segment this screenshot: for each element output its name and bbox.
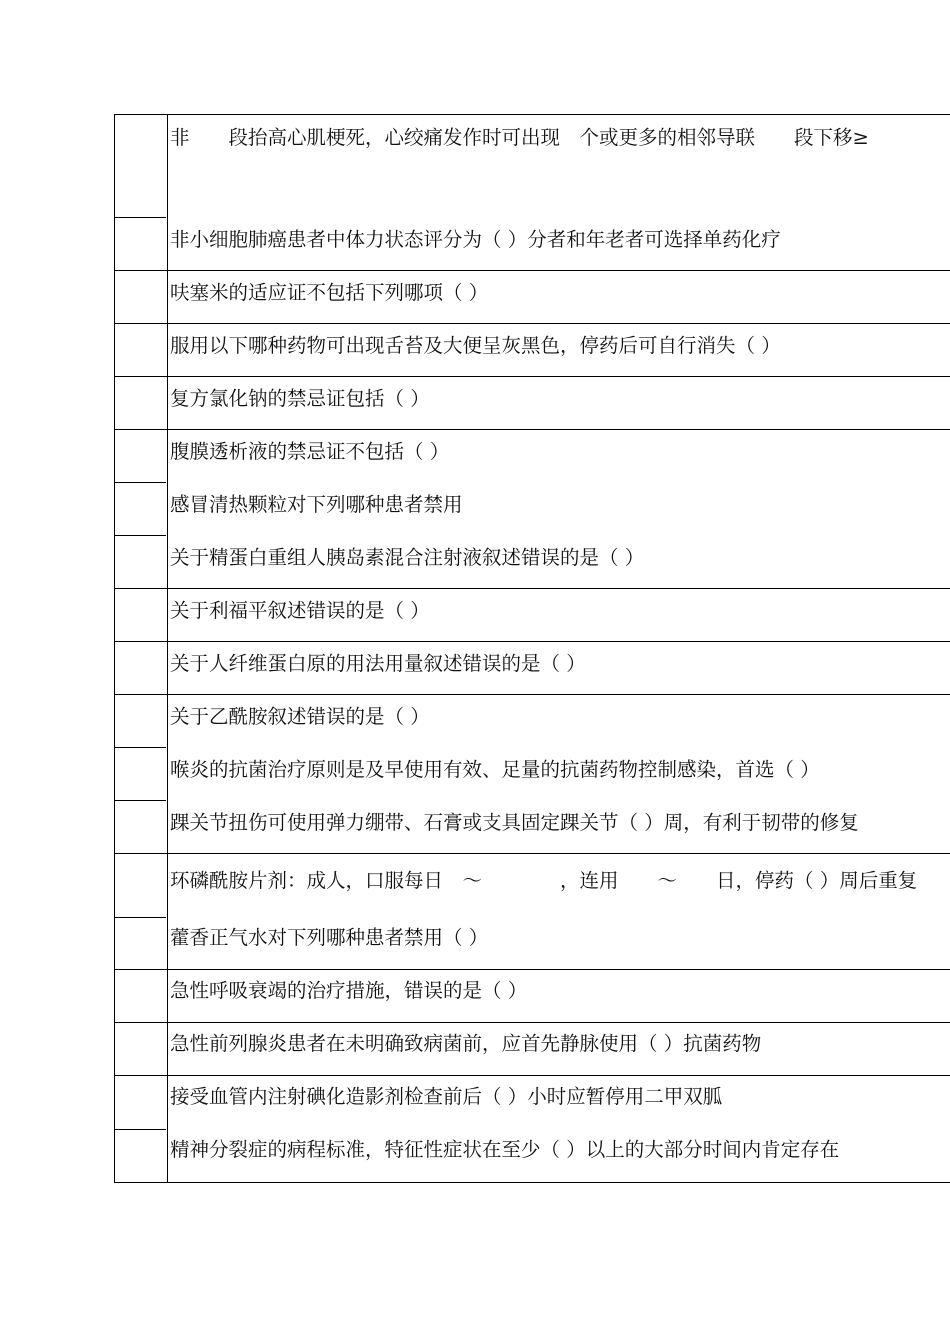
table-rule: [114, 535, 166, 536]
table-rule: [114, 853, 950, 854]
table-rule: [114, 270, 950, 271]
table-rule: [114, 1022, 950, 1023]
question-text: 关于利福平叙述错误的是（ ）: [170, 599, 430, 622]
table-rule: [114, 694, 950, 695]
question-row: [166, 493, 950, 519]
question-row: [166, 758, 950, 784]
question-text: 急性前列腺炎患者在未明确致病菌前，应首先静脉使用（ ）抗菌药物: [170, 1032, 762, 1055]
question-text: 腹膜透析液的禁忌证不包括（ ）: [170, 440, 450, 463]
question-row: [166, 599, 950, 625]
question-text: 藿香正气水对下列哪种患者禁用（ ）: [170, 926, 489, 949]
table-rule: [114, 323, 950, 324]
question-row: [166, 546, 950, 572]
table-rule: [114, 217, 166, 218]
question-text: 关于人纤维蛋白原的用法用量叙述错误的是（ ）: [170, 652, 586, 675]
question-row: [166, 228, 950, 254]
question-row: [166, 1032, 950, 1058]
question-text: 环磷酰胺片剂：成人，口服每日 ～ ，连用 ～ 日，停药（ ）周后重复: [170, 869, 918, 892]
table-rule: [114, 641, 950, 642]
question-row: [166, 705, 950, 731]
table-rule: [114, 1182, 950, 1183]
table-rule: [114, 588, 950, 589]
question-text: 非小细胞肺癌患者中体力状态评分为（ ）分者和年老者可选择单药化疗: [170, 228, 781, 251]
question-text: 非 段抬高心肌梗死，心绞痛发作时可出现 个或更多的相邻导联 段下移≥: [170, 126, 869, 149]
question-row: [166, 126, 950, 152]
question-row: [166, 440, 950, 466]
question-row: [166, 979, 950, 1005]
question-row: [166, 387, 950, 413]
question-text: 踝关节扭伤可使用弹力绷带、石膏或支具固定踝关节（ ）周，有利于韧带的修复: [170, 811, 859, 834]
table-rule: [114, 1129, 166, 1130]
question-row: [166, 869, 950, 895]
question-text: 接受血管内注射碘化造影剂检查前后（ ）小时应暂停用二甲双胍: [170, 1085, 723, 1108]
question-text: 喉炎的抗菌治疗原则是及早使用有效、足量的抗菌药物控制感染，首选（ ）: [170, 758, 820, 781]
question-text: 精神分裂症的病程标准，特征性症状在至少（ ）以上的大部分时间内肯定存在: [170, 1138, 840, 1161]
table-rule: [114, 1075, 950, 1076]
table-rule: [114, 482, 166, 483]
question-text: 急性呼吸衰竭的治疗措施，错误的是（ ）: [170, 979, 528, 1002]
question-text: 感冒清热颗粒对下列哪种患者禁用: [170, 493, 463, 516]
table-rule: [114, 917, 166, 918]
question-row: [166, 1138, 950, 1164]
table-rule: [114, 747, 166, 748]
question-row: [166, 1085, 950, 1111]
question-text: 服用以下哪种药物可出现舌苔及大便呈灰黑色，停药后可自行消失（ ）: [170, 334, 781, 357]
question-row: [166, 334, 950, 360]
question-text: 复方氯化钠的禁忌证包括（ ）: [170, 387, 430, 410]
table-rule: [114, 800, 166, 801]
table-rule: [114, 429, 950, 430]
question-row: [166, 652, 950, 678]
question-text: 关于精蛋白重组人胰岛素混合注射液叙述错误的是（ ）: [170, 546, 645, 569]
table-rule: [114, 376, 950, 377]
question-text: 关于乙酰胺叙述错误的是（ ）: [170, 705, 430, 728]
question-row: [166, 281, 950, 307]
question-row: [166, 926, 950, 952]
table-rule: [114, 114, 950, 115]
question-text: 呋塞米的适应证不包括下列哪项（ ）: [170, 281, 489, 304]
table-rule: [114, 969, 950, 970]
question-row: [166, 811, 950, 837]
